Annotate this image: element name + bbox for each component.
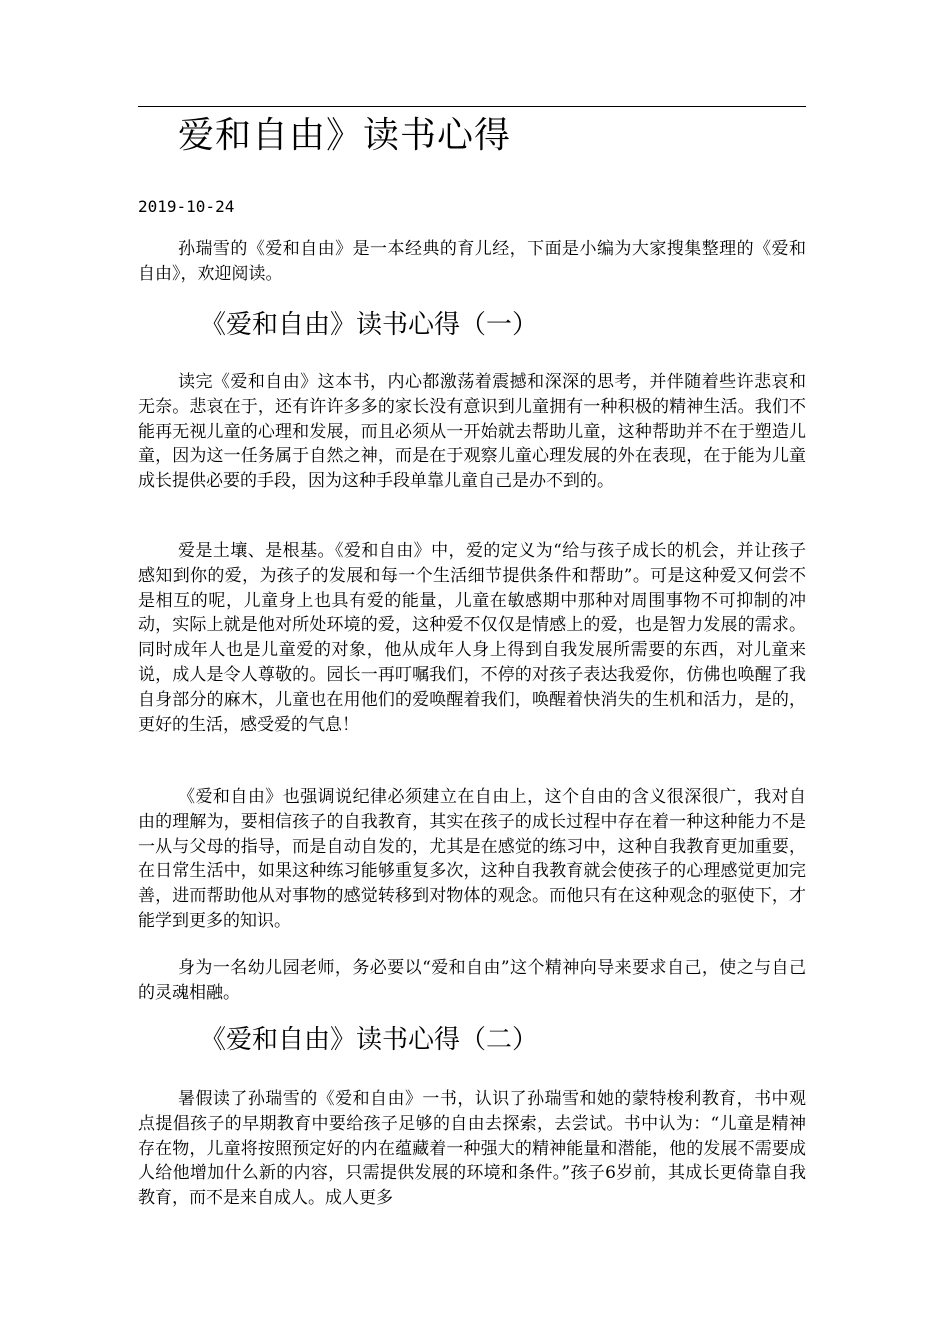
section-heading: 《爱和自由》读书心得（一） xyxy=(200,310,539,340)
body-paragraph: 身为一名幼儿园老师，务必要以“爱和自由”这个精神向导来要求自己，使之与自己的灵魂相融。 xyxy=(138,958,806,1003)
body-paragraph: 暑假读了孙瑞雪的《爱和自由》一书，认识了孙瑞雪和她的蒙特梭利教育，书中观点提倡孩子的早期教育中要给孩子足够的自由去探索，去尝试。书中认为：“儿童是精神存在物，儿童将按照预定好的内在蕴藏着一种强大的精神能量和潜能，他的发展不需要成人给他增加什么新的内容，只需提供发展的环境和条件。”孩子6岁前，其成长更倚靠自我教育，而不是来自成人。成人更多 xyxy=(138,1089,806,1209)
body-paragraph: 爱是土壤、是根基。《爱和自由》中，爱的定义为“给与孩子成长的机会，并让孩子感知到你的爱，为孩子的发展和每一个生活细节提供条件和帮助”。可是这种爱又何尝不是相互的呢，儿童身上也具有爱的能量，儿童在敏感期中那种对周围事物不可抑制的冲动，实际上就是他对所处环境的爱，这种爱不仅仅是情感上的爱，也是智力发展的需求。同时成年人也是儿童爱的对象，他从成年人身上得到自我发展所需要的东西，对儿童来说，成人是令人尊敬的。园长一再叮嘱我们，不停的对孩子表达我爱你，仿佛也唤醒了我自身部分的麻木，儿童也在用他们的爱唤醒着我们，唤醒着快消失的生机和活力，是的，更好的生活，感受爱的气息！ xyxy=(138,541,806,735)
section-heading: 《爱和自由》读书心得（二） xyxy=(200,1025,539,1055)
body-paragraph: 《爱和自由》也强调说纪律必须建立在自由上，这个自由的含义很深很广，我对自由的理解为，要相信孩子的自我教育，其实在孩子的成长过程中存在着一种这种能力不是一从与父母的指导，而是自动自发的，尤其是在感觉的练习中，这种自我教育更加重要，在日常生活中，如果这种练习能够重复多次，这种自我教育就会使孩子的心理感觉更加完善，进而帮助他从对事物的感觉转移到对物体的观念。而他只有在这种观念的驱使下，才能学到更多的知识。 xyxy=(138,787,806,931)
header-rule xyxy=(138,106,806,107)
body-paragraph: 读完《爱和自由》这本书，内心都激荡着震撼和深深的思考，并伴随着些许悲哀和无奈。悲哀在于，还有许许多多的家长没有意识到儿童拥有一种积极的精神生活。我们不能再无视儿童的心理和发展，而且必须从一开始就去帮助儿童，这种帮助并不在于塑造儿童，因为这一任务属于自然之神，而是在于观察儿童心理发展的外在表现，在于能为儿童成长提供必要的手段，因为这种手段单靠儿童自己是办不到的。 xyxy=(138,372,806,492)
document-title: 爱和自由》读书心得 xyxy=(178,115,512,156)
document-date: 2019-10-24 xyxy=(138,197,235,216)
intro-paragraph: 孙瑞雪的《爱和自由》是一本经典的育儿经，下面是小编为大家搜集整理的《爱和自由》，欢迎阅读。 xyxy=(138,239,806,284)
